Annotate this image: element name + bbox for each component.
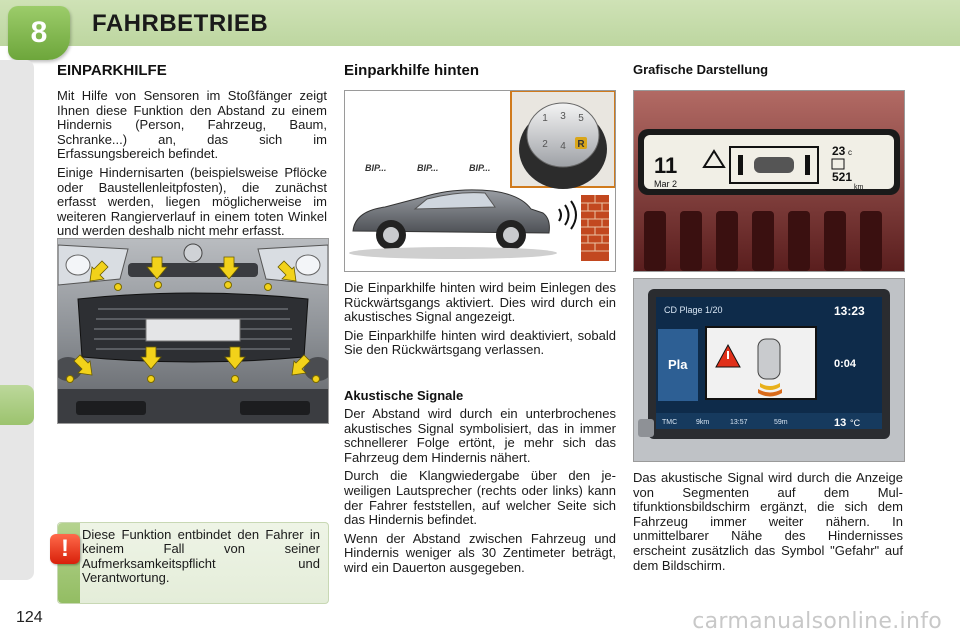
- chapter-title: FAHRBETRIEB: [92, 10, 269, 37]
- beep-label-3: BIP...: [469, 163, 491, 173]
- cluster-temp-unit: c: [848, 148, 852, 157]
- intro-paragraph-1: Mit Hilfe von Sensoren im Stoßfänger zeigt Ihnen diese Funktion den Abstand zu einem Hindernis (Person, Fahrzeug, Baum, Schranke...) an, das sich im Erfassungsbereich befindet.: [57, 88, 327, 162]
- rear-parking-aid-drawing: [345, 91, 615, 271]
- graphic-display-paragraph: Das akustische Signal wird durch die Anzeige von Segmenten auf dem Multifunktionsbildschirm ergänzt, die sich dem Fahrzeug immer weiter nähern. In unmittelbarer Nähe des Hindernisses erscheint zusätzlich das Symbol "Gefahr" auf dem Bildschirm.: [633, 470, 903, 573]
- sub-heading-akustische-signale: Akustische Signale: [344, 388, 464, 403]
- front-bumper-sensors-photo: [57, 238, 329, 424]
- acoustic-paragraph-1: Der Abstand wird durch ein unterbrochenes akustisches Signal symbolisiert, das in immer schnellerer Folge ertönt, je mehr sich das Fahrzeug dem Hindernis nähert.: [344, 406, 616, 465]
- screen-temp: 13: [834, 417, 847, 429]
- multifunction-screen-photo: [633, 278, 905, 462]
- column-parking-aid-intro: [57, 62, 327, 243]
- gear-number-r: R: [577, 139, 585, 150]
- instrument-cluster-drawing: [634, 91, 904, 271]
- screen-track-prefix: Pla: [668, 357, 688, 372]
- section-heading-einparkhilfe-hinten: Einparkhilfe hinten: [344, 62, 480, 79]
- screen-temp-unit: °C: [850, 418, 861, 428]
- rear-aid-paragraph-2: Die Einparkhilfe hinten wird deaktiviert, sobald Sie den Rückwärtsgang verlassen.: [344, 327, 616, 358]
- screen-header: CD Plage 1/20: [664, 305, 723, 315]
- cluster-temp: 23: [832, 144, 846, 158]
- graphic-display-text-block: [633, 471, 903, 577]
- screen-footer-km: 9km: [696, 419, 710, 426]
- gear-number-5: 5: [578, 113, 584, 124]
- page-number: 124: [16, 609, 43, 626]
- gear-number-3: 3: [560, 111, 566, 122]
- screen-track-time: 0:04: [834, 358, 857, 370]
- instrument-cluster-photo: [633, 90, 905, 272]
- acoustic-paragraph-2: Durch die Klangwiedergabe über den jeweiligen Lautsprecher (rechts oder links) kann der Fahrer feststellen, auf welcher Seite sich das Hindernis befindet.: [344, 468, 616, 528]
- cluster-big-number: 11: [654, 153, 678, 178]
- beep-label-2: BIP...: [417, 163, 439, 173]
- gear-number-4: 4: [560, 141, 566, 152]
- sub-heading-grafische-darstellung: Grafische Darstellung: [633, 62, 769, 77]
- beep-label-1: BIP...: [365, 163, 387, 173]
- gear-number-1: 1: [542, 113, 548, 124]
- rear-aid-text-block: [344, 281, 616, 362]
- front-bumper-illustration: [58, 239, 328, 423]
- screen-time: 13:23: [834, 304, 865, 318]
- multifunction-screen-drawing: [634, 279, 904, 461]
- rear-aid-paragraph-1: Die Einparkhilfe hinten wird beim Einlegen des Rückwärtsgangs aktiviert. Dies wird durch ein akustisches Signal angezeigt.: [344, 280, 616, 325]
- side-thumb-strip: [0, 60, 34, 580]
- column-rear-parking-aid: [344, 62, 616, 79]
- intro-paragraph-2: Einige Hindernisarten (beispielsweise Pflöcke oder Baustellenleitpfosten), die zunächst erfasst werden, liegen möglicherweise im weiteren Rangierverlauf in einem toten Winkel und werden deshalb nicht mehr erfasst.: [57, 164, 327, 239]
- screen-footer-mode: TMC: [662, 419, 678, 426]
- chapter-number-tab: 8: [8, 6, 70, 60]
- section-heading-einparkhilfe: EINPARKHILFE: [57, 62, 167, 79]
- rear-parking-aid-illustration: [344, 90, 616, 272]
- cluster-odo: 521: [832, 170, 853, 184]
- column-graphic-display: [633, 62, 903, 77]
- acoustic-signals-block: [344, 388, 616, 580]
- warning-note-text: Diese Funktion entbindet den Fahrer in keinem Fall von seiner Aufmerksamkeitspflicht und Verantwortung.: [82, 527, 320, 586]
- exclamation-icon: !: [50, 534, 80, 564]
- screen-footer-min: 59m: [774, 419, 788, 426]
- side-thumb-active: [0, 385, 34, 425]
- cluster-odo-unit: km: [854, 184, 864, 191]
- gear-number-2: 2: [542, 139, 548, 150]
- acoustic-paragraph-3: Wenn der Abstand zwischen Fahrzeug und Hindernis weniger als 30 Zentimeter beträgt, wird ein Dauerton ausgegeben.: [344, 530, 616, 575]
- screen-footer-time: 13:57: [730, 419, 748, 426]
- cluster-date: Mar 2: [654, 179, 678, 189]
- watermark: carmanualsonline.info: [692, 609, 942, 634]
